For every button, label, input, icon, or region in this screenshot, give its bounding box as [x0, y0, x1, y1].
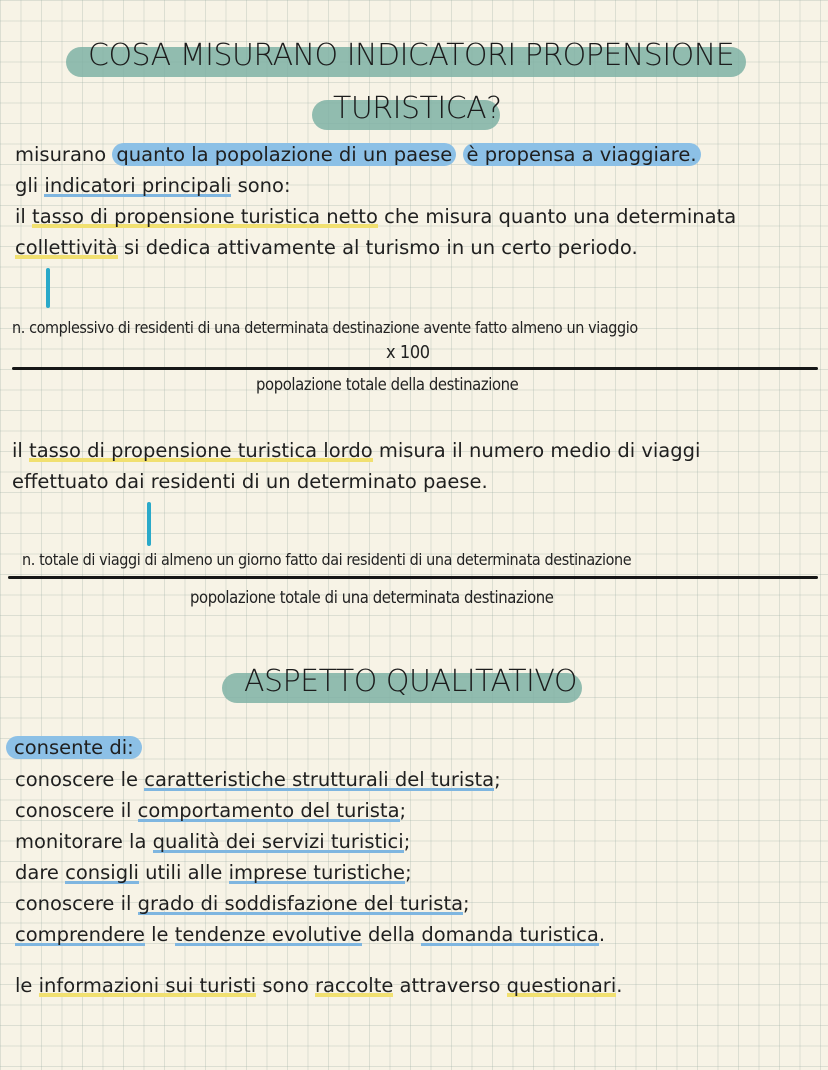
highlight-quanto-popolazione: quanto la popolazione di un paese — [112, 143, 456, 166]
list-item-text: conoscere il — [15, 799, 138, 822]
intro-misurano: misurano — [15, 143, 107, 166]
list-item-underline: consigli — [65, 861, 139, 884]
gross-line-1 — [12, 436, 700, 466]
intro-sono: sono: — [237, 174, 291, 197]
intro-line-4 — [15, 233, 638, 263]
list-item-text: conoscere il — [15, 892, 138, 915]
list-item-end: ; — [494, 768, 501, 791]
marker-bar-net — [46, 268, 50, 308]
page-title-line-1: COSA MISURANO INDICATORI PROPENSIONE — [88, 38, 735, 73]
collettivita: collettività — [15, 236, 118, 259]
list-item-text: dare — [15, 861, 66, 884]
consente-line — [6, 733, 142, 763]
list-item-underline: qualità dei servizi turistici — [152, 830, 404, 853]
list-item-text: della — [361, 923, 422, 946]
list-item-underline: grado di soddisfazione del turista — [137, 892, 464, 915]
list-item-end: ; — [463, 892, 470, 915]
formula-gross-numerator: n. totale di viaggi di almeno un giorno fatto dai residenti di una determinata destinazione — [22, 550, 632, 569]
closing-underline-questionari: questionari — [506, 974, 617, 997]
list-item-underline: domanda turistica — [421, 923, 599, 946]
list-item-text: conoscere le — [15, 768, 145, 791]
list-item — [15, 888, 470, 920]
list-item — [15, 826, 410, 858]
intro-il: il — [15, 205, 26, 228]
closing-line — [15, 970, 622, 1002]
list-item — [15, 919, 605, 951]
gross-misura-rest: misura il numero medio di viaggi — [378, 439, 701, 462]
list-item-end: ; — [399, 799, 407, 822]
intro-line-2 — [15, 171, 291, 201]
intro-line-1 — [15, 140, 701, 170]
formula-net-numerator: n. complessivo di residenti di una determinata destinazione avente fatto almeno un viaggio — [12, 318, 638, 337]
fraction-bar-net — [12, 367, 818, 370]
closing-underline-raccolte: raccolte — [314, 974, 394, 997]
list-item — [15, 795, 406, 827]
intro-si-dedica: si dedica attivamente al turismo in un certo periodo. — [123, 236, 638, 259]
closing-end: . — [616, 974, 623, 997]
formula-net-multiplier: x 100 — [386, 342, 430, 363]
formula-net-denominator: popolazione totale della destinazione — [256, 375, 519, 394]
list-item-text: monitorare la — [15, 830, 153, 853]
list-item-end: . — [598, 923, 606, 946]
list-item-end: ; — [403, 830, 411, 853]
tasso-lordo: tasso di propensione turistica lordo — [29, 439, 373, 462]
closing-underline-informazioni: informazioni sui turisti — [38, 974, 257, 997]
list-item-underline: imprese turistiche — [228, 861, 406, 884]
marker-bar-gross — [147, 502, 151, 546]
list-item-underline: comportamento del turista — [137, 799, 400, 822]
fraction-bar-gross — [8, 576, 818, 579]
intro-gli: gli — [15, 174, 39, 197]
list-item-underline: tendenze evolutive — [174, 923, 362, 946]
list-item-underline: comprendere — [15, 923, 145, 946]
formula-gross-denominator: popolazione totale di una determinata destinazione — [190, 588, 554, 607]
section-title: ASPETTO QUALITATIVO — [244, 664, 578, 699]
tasso-netto: tasso di propensione turistica netto — [32, 205, 378, 228]
highlight-propensa-viaggiare: è propensa a viaggiare. — [463, 143, 701, 166]
gross-il: il — [12, 439, 23, 462]
intro-line-3 — [15, 202, 736, 232]
list-item — [15, 857, 412, 889]
page-title-line-2: TURISTICA? — [333, 91, 502, 126]
list-item-text: utili alle — [138, 861, 229, 884]
list-item-text: le — [144, 923, 175, 946]
indicatori-principali: indicatori principali — [44, 174, 232, 197]
closing-text: sono — [256, 974, 315, 997]
closing-text: attraverso — [393, 974, 507, 997]
consente-highlight: consente di: — [6, 736, 142, 759]
intro-misura-rest: che misura quanto una determinata — [384, 205, 737, 228]
list-item-underline: caratteristiche strutturali del turista — [144, 768, 495, 791]
closing-text: le — [15, 974, 39, 997]
list-item-end: ; — [405, 861, 412, 884]
list-item — [15, 764, 501, 796]
gross-line-2: effettuato dai residenti di un determinato paese. — [12, 470, 488, 493]
